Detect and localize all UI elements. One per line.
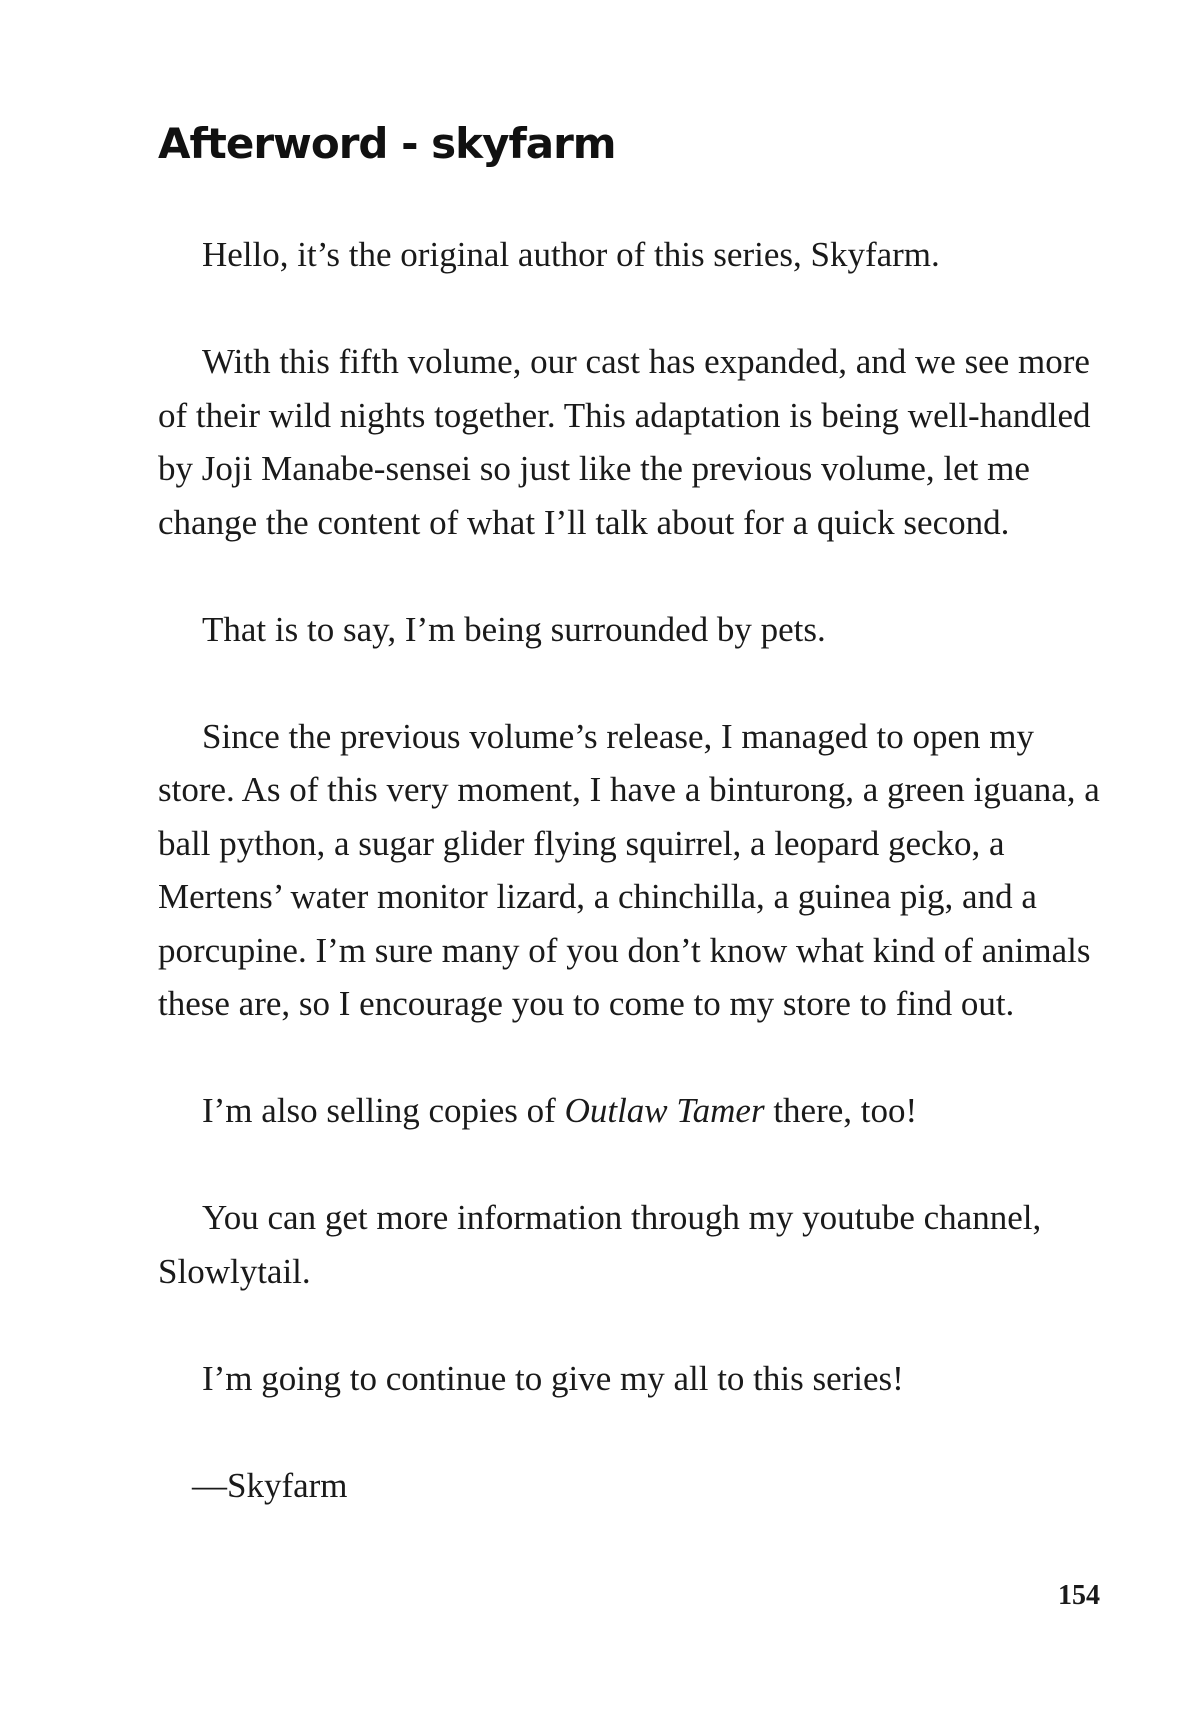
paragraph-pets: That is to say, I’m being surrounded by pets. (202, 609, 826, 649)
selling-copies-text-start: I’m also selling copies of (202, 1091, 565, 1130)
paragraph-youtube: You can get more information through my youtube channel, Slowlytail. (158, 1198, 1042, 1291)
paragraph-fifth-volume: With this fifth volume, our cast has expanded, and we see more of their wild nights together. This adaptation is being well-handled by Joji Manabe-sensei so just like the previous volume, let me change the content of what I’ll talk about for a quick second. (158, 342, 1091, 542)
page-title: Afterword - skyfarm (158, 119, 616, 168)
paragraph-continue: I’m going to continue to give my all to this series! (202, 1358, 904, 1398)
paragraph-selling-copies (158, 1084, 1106, 1138)
paragraph-store: Since the previous volume’s release, I managed to open my store. As of this very moment, I have a binturong, a green iguana, a ball python, a sugar glider flying squirrel, a leopard gecko, a Mertens’ water monitor lizard, a chinchilla, a guinea pig, and a porcupine. I’m sure many of you don’t know what kind of animals these are, so I encourage you to come to my store to find out. (158, 716, 1100, 1023)
selling-copies-text-end: there, too! (764, 1091, 918, 1130)
paragraph-greeting: Hello, it’s the original author of this series, Skyfarm. (202, 235, 940, 274)
afterword-body (158, 228, 1106, 1512)
author-signature: —Skyfarm (192, 1465, 348, 1505)
series-title: Outlaw Tamer (564, 1091, 765, 1130)
page-number: 154 (1058, 1580, 1100, 1611)
